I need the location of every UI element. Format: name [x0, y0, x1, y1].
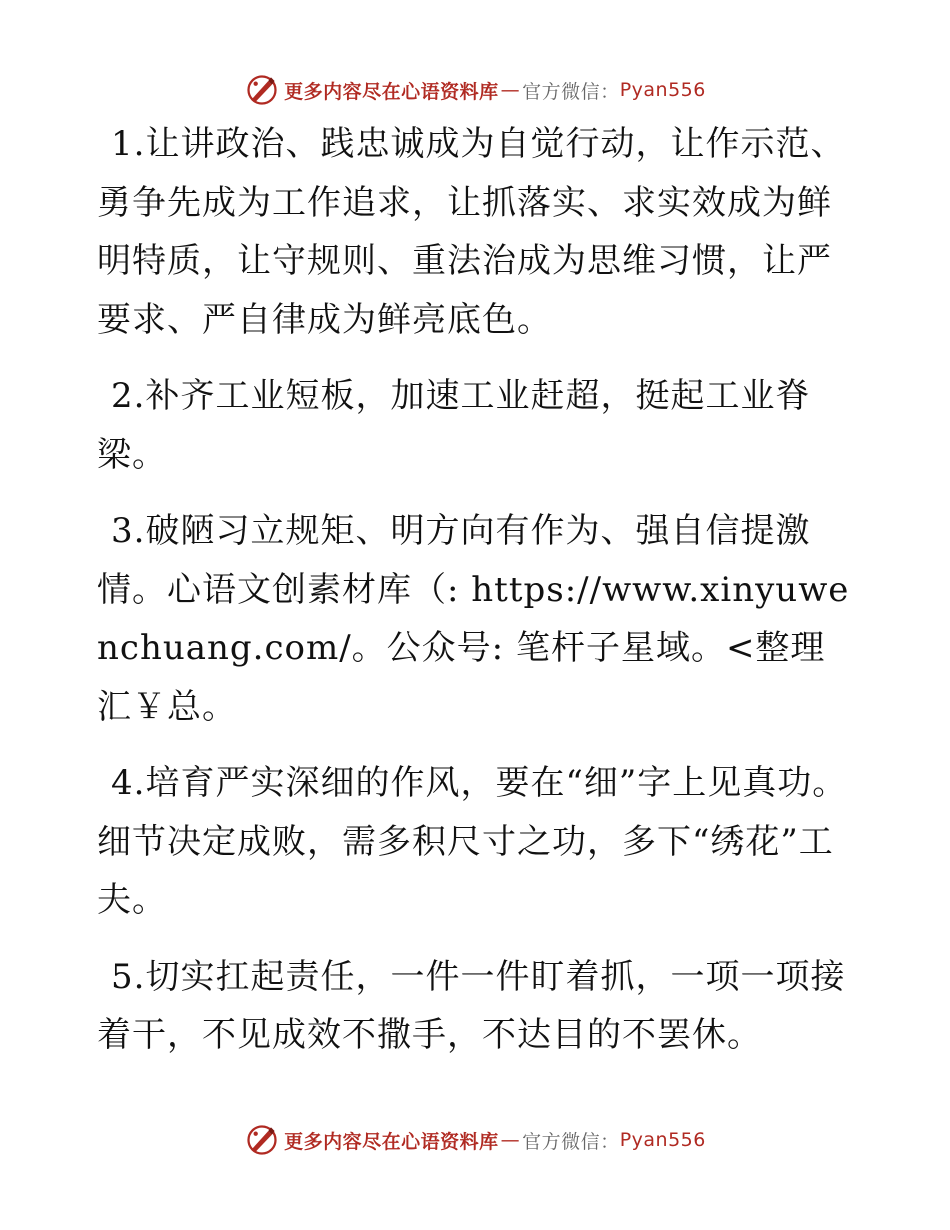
footer-wechat-id: Pyan556 — [619, 1129, 706, 1151]
document-body — [97, 115, 857, 1083]
list-item — [97, 115, 857, 349]
list-item — [97, 754, 857, 930]
footer-banner — [0, 1120, 950, 1160]
footer-official-label: 官方微信： — [522, 1130, 620, 1153]
pen-circle-logo-icon — [244, 1122, 280, 1158]
header-brand-text: 更多内容尽在心语资料库 — [284, 80, 499, 103]
item-text: 切实扛起责任，一件一件盯着抓，一项一项接着干，不见成效不撒手，不达目的不罢休。 — [97, 956, 846, 1055]
header-official-label: 官方微信： — [522, 80, 620, 103]
item-text: 培育严实深细的作风，要在“细”字上见真功。细节决定成败，需多积尺寸之功，多下“绣花”工夫。 — [97, 763, 848, 920]
item-number: 3. — [111, 511, 146, 551]
item-number: 5. — [111, 956, 146, 997]
list-item — [97, 948, 857, 1065]
item-number: 2. — [111, 376, 146, 416]
item-number: 1. — [111, 124, 146, 164]
item-text: 补齐工业短板，加速工业赶超，挺起工业脊梁。 — [97, 376, 811, 475]
list-item — [97, 367, 857, 484]
item-text: 让讲政治、践忠诚成为自觉行动，让作示范、勇争先成为工作追求，让抓落实、求实效成为鲜明特质，让守规则、重法治成为思维习惯，让严要求、严自律成为鲜亮底色。 — [97, 124, 846, 340]
header-separator: — — [500, 79, 521, 101]
header-wechat-id: Pyan556 — [619, 79, 706, 101]
list-item — [97, 502, 857, 736]
footer-brand-text: 更多内容尽在心语资料库 — [284, 1130, 499, 1153]
pen-circle-logo-icon — [244, 72, 280, 108]
header-banner — [0, 70, 950, 110]
footer-separator: — — [500, 1129, 521, 1151]
item-text: 破陋习立规矩、明方向有作为、强自信提激情。心语文创素材库（: https://www.xinyuwenchuang.com/。公众号: 笔杆子星域。<整理汇￥总。 — [97, 511, 850, 727]
item-number: 4. — [111, 763, 146, 803]
